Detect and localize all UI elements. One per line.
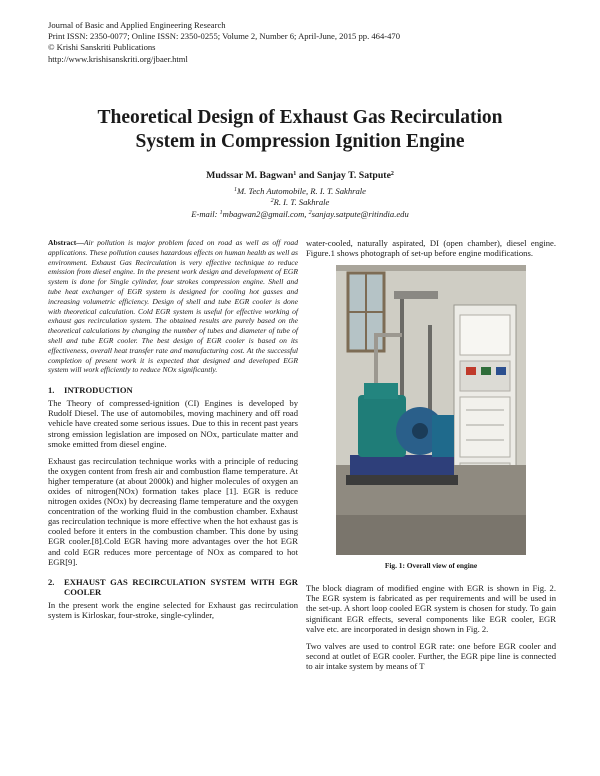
- section-1-paragraph-1: The Theory of compressed-ignition (CI) Engines is developed by Rudolf Diesel. The use of automobiles, moving machinery and off road vehicle have created some serious issues. Due to this in recent past years strong emission legislation are imposed on NOx, particulate matter and smoke emitted from diesel engine.: [48, 398, 298, 449]
- aff2-sup: 2: [270, 198, 274, 205]
- author-2-sup: 2: [390, 171, 394, 177]
- abstract-text: Air pollution is major problem faced on road as well as off road applications. These pollution causes hazardous effects on human health as well as environment. Exhaust Gas Recirculation is very effective technique to reduce emission from diesel engine. In the present work design and development of EGR system is done for Single cylinder, four strokes compression engine. Shell and tube heat exchanger of EGR system is designed for cooling hot gasses and increasing volumetric efficiency. Design of shell and tube EGR cooler is done with theoretical calculation. Cold EGR system is useful for effective working of exhaust gas recirculation system. The obtained results are purely based on the theoretical calculations by changing the number of tubes and diameter of tube of shell and tube EGR cooler. The best design of EGR cooler is based on its effectiveness, overall heat transfer rate and manufacturing cost. At the successful completion of present work it is expected that designed and developed EGR system will work efficiently to reduce NOx significantly.: [48, 238, 298, 375]
- engine-setup-photo: [336, 265, 526, 555]
- right-paragraph-0: water-cooled, naturally aspirated, DI (open chamber), diesel engine. Figure.1 shows photograph of set-up before engine modifications.: [306, 238, 556, 259]
- aff2-text: R. I. T. Sakhrale: [273, 197, 330, 208]
- engine-setup-illustration: [336, 265, 526, 555]
- aff1-text: M. Tech Automobile, R. I. T. Sakhrale: [237, 186, 366, 196]
- paper-title-line2: System in Compression Ignition Engine: [135, 131, 465, 152]
- abstract: [48, 238, 298, 375]
- section-2-heading: [48, 577, 298, 597]
- paper-title: [30, 106, 570, 154]
- section-2-paragraph-1: In the present work the engine selected for Exhaust gas recirculation system is Kirloskar, four-stroke, single-cylinder,: [48, 599, 298, 621]
- author-and: and: [296, 170, 317, 181]
- journal-publisher: © Krishi Sanskriti Publications: [48, 42, 156, 53]
- paper-title-line1: Theoretical Design of Exhaust Gas Recirculation: [97, 107, 503, 128]
- aff1-sup: 1: [234, 187, 237, 193]
- section-2-title: EXHAUST GAS RECIRCULATION SYSTEM WITH EGR COOLER: [64, 576, 298, 597]
- email-line: [0, 209, 600, 220]
- author-1: Mudssar M. Bagwan: [206, 170, 294, 181]
- section-1-title: INTRODUCTION: [64, 385, 133, 396]
- affiliation-2: [0, 197, 600, 208]
- figure-1-caption: Fig. 1: Overall view of engine: [384, 561, 478, 571]
- author-1-sup: 1: [293, 171, 297, 177]
- journal-name: Journal of Basic and Applied Engineering Research: [48, 20, 226, 30]
- right-paragraph-2: Two valves are used to control EGR rate: one before EGR cooler and second at outlet of EGR cooler. Further, the EGR pipe line is connected to air intake system by means of T: [306, 640, 556, 671]
- section-1-heading: [48, 385, 298, 395]
- journal-header: [48, 20, 400, 65]
- affiliations: [0, 186, 600, 220]
- section-1-paragraph-2: Exhaust gas recirculation technique works with a principle of reducing the oxygen content from fresh air and combustion flame temperature. At higher temperature (at about 2000k) and higher molecules of oxygen an oxides of nitrogen(NOx) formation takes place [1]. EGR is reduce nitrogen oxides (NOx) by decreasing flame temperature and the oxygen concentration of the working fluid in the combustion chamber. Exhaust gas recirculation technique is more effective when the hot exhaust gas is cooled before it enters in the combustion chamber. This done by using EGR cooler.[8].Cold EGR having more advantages over the hot EGR and cold EGR reduces more percentage of NOx as compared to hot EGR[9].: [48, 455, 298, 567]
- journal-url[interactable]: http://www.krishisanskriti.org/jbaer.html: [48, 53, 188, 64]
- right-paragraph-1: The block diagram of modified engine with EGR is shown in Fig. 2. The EGR system is fabricated as per requirements and will be used in the set-up. A short loop cooled EGR system is chosen for study. To gain significant EGR effects, several components like EGR cooler, EGR valve etc. are incorporated in design shown in Fig. 2.: [306, 583, 556, 634]
- right-column: [306, 238, 556, 678]
- author-2: Sanjay T. Satpute: [316, 170, 391, 181]
- email2-sup: 2: [308, 209, 312, 216]
- email-label: E-mail:: [191, 208, 220, 219]
- email-2[interactable]: sanjay.satpute@ritindia.edu: [311, 208, 409, 219]
- author-line: [0, 170, 600, 181]
- section-2-number: 2.: [48, 576, 55, 587]
- email1-sup: 1: [219, 209, 223, 216]
- left-column: [48, 238, 298, 627]
- email-1[interactable]: mbagwan2@gmail.com,: [222, 208, 309, 219]
- section-1-number: 1.: [48, 385, 55, 396]
- abstract-label: Abstract—: [48, 238, 84, 247]
- journal-issn: Print ISSN: 2350-0077; Online ISSN: 2350-0255; Volume 2, Number 6; April-June, 2015 pp. 464-470: [48, 31, 401, 42]
- affiliation-1: [0, 186, 600, 197]
